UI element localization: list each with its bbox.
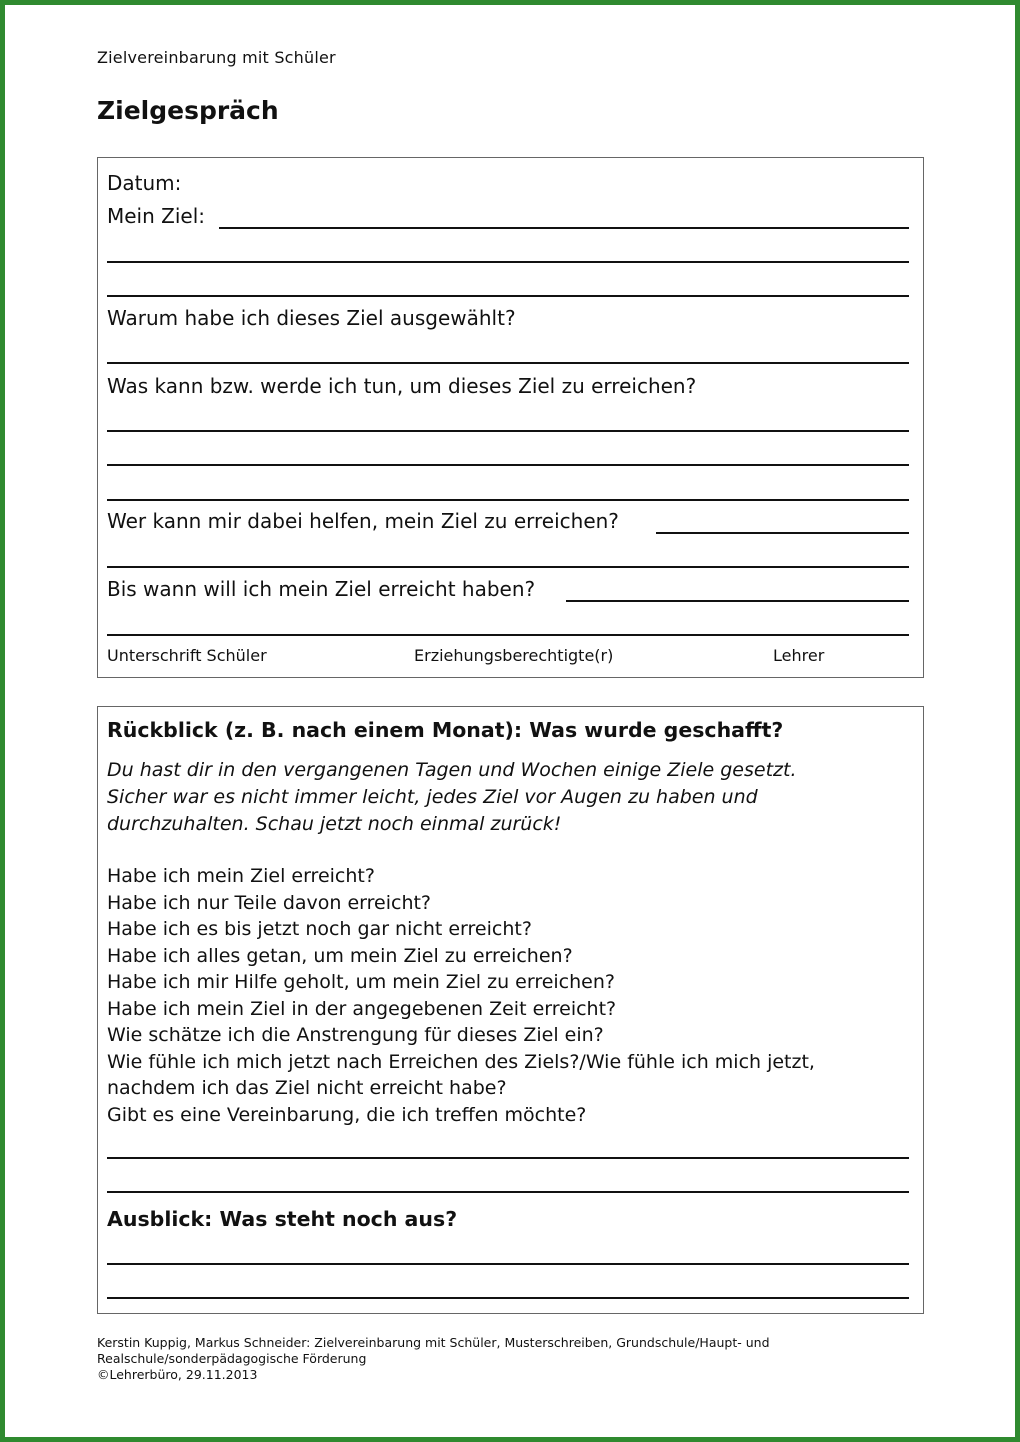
document-subtitle: Zielvereinbarung mit Schüler: [97, 48, 336, 67]
was-answer-line-3[interactable]: [107, 499, 909, 501]
wer-answer-line[interactable]: [656, 532, 909, 534]
bis-label: Bis wann will ich mein Ziel erreicht haben?: [107, 577, 536, 601]
outlook-heading: Ausblick: Was steht noch aus?: [107, 1207, 458, 1231]
ziel-answer-line-2[interactable]: [107, 261, 909, 263]
intro-line: Du hast dir in den vergangenen Tagen und Wochen einige Ziele gesetzt.: [107, 759, 797, 781]
bis-answer-line[interactable]: [566, 600, 909, 602]
review-answer-line-1[interactable]: [107, 1157, 909, 1159]
ziel-answer-line-3[interactable]: [107, 295, 909, 297]
outlook-answer-line-2[interactable]: [107, 1297, 909, 1299]
intro-line: Sicher war es nicht immer leicht, jedes Ziel vor Augen zu haben und: [107, 786, 758, 808]
signature-label-lehrer: Lehrer: [773, 646, 825, 665]
question-item: Habe ich alles getan, um mein Ziel zu erreichen?: [107, 944, 573, 967]
outlook-answer-line-1[interactable]: [107, 1263, 909, 1265]
was-answer-line-2[interactable]: [107, 464, 909, 466]
review-intro: [107, 757, 796, 838]
signature-label-eltern: Erziehungsberechtigte(r): [414, 646, 614, 665]
question-item: Habe ich es bis jetzt noch gar nicht erreicht?: [107, 918, 532, 940]
review-box: [97, 706, 924, 1314]
question-item: Habe ich mein Ziel erreicht?: [107, 865, 375, 887]
question-item: Gibt es eine Vereinbarung, die ich treffen möchte?: [107, 1103, 587, 1126]
question-item: Wie schätze ich die Anstrengung für dieses Ziel ein?: [107, 1024, 604, 1046]
footer-copyright: ©Lehrerbüro, 29.11.2013: [97, 1367, 258, 1382]
footer-line: Realschule/sonderpädagogische Förderung: [97, 1351, 367, 1366]
footer-line: Kerstin Kuppig, Markus Schneider: Zielvereinbarung mit Schüler, Musterschreiben, Grundschule/Haupt- und: [97, 1335, 770, 1350]
wer-label: Wer kann mir dabei helfen, mein Ziel zu erreichen?: [107, 509, 619, 533]
ziel-answer-line[interactable]: [219, 227, 909, 229]
intro-line: durchzuhalten. Schau jetzt noch einmal zurück!: [107, 813, 562, 835]
review-questions: [107, 863, 815, 1128]
question-item: Habe ich mein Ziel in der angegebenen Zeit erreicht?: [107, 997, 617, 1020]
review-heading: Rückblick (z. B. nach einem Monat): Was wurde geschafft?: [107, 718, 784, 742]
signature-label-schueler: Unterschrift Schüler: [107, 646, 267, 665]
question-item: Habe ich mir Hilfe geholt, um mein Ziel zu erreichen?: [107, 971, 615, 993]
warum-answer-line[interactable]: [107, 362, 909, 364]
question-item: nachdem ich das Ziel nicht erreicht habe?: [107, 1077, 507, 1099]
ziel-label: Mein Ziel:: [107, 204, 206, 228]
review-answer-line-2[interactable]: [107, 1191, 909, 1193]
signature-line[interactable]: [107, 634, 909, 636]
wer-answer-line-2[interactable]: [107, 566, 909, 568]
was-label: Was kann bzw. werde ich tun, um dieses Ziel zu erreichen?: [107, 374, 697, 398]
page-title: Zielgespräch: [97, 96, 279, 125]
was-answer-line-1[interactable]: [107, 430, 909, 432]
footer-credits: [97, 1335, 770, 1383]
datum-label: Datum:: [107, 171, 182, 195]
question-item: Habe ich nur Teile davon erreicht?: [107, 891, 432, 914]
warum-label: Warum habe ich dieses Ziel ausgewählt?: [107, 306, 516, 330]
question-item: Wie fühle ich mich jetzt nach Erreichen des Ziels?/Wie fühle ich mich jetzt,: [107, 1050, 815, 1073]
goal-form-box: [97, 157, 924, 678]
